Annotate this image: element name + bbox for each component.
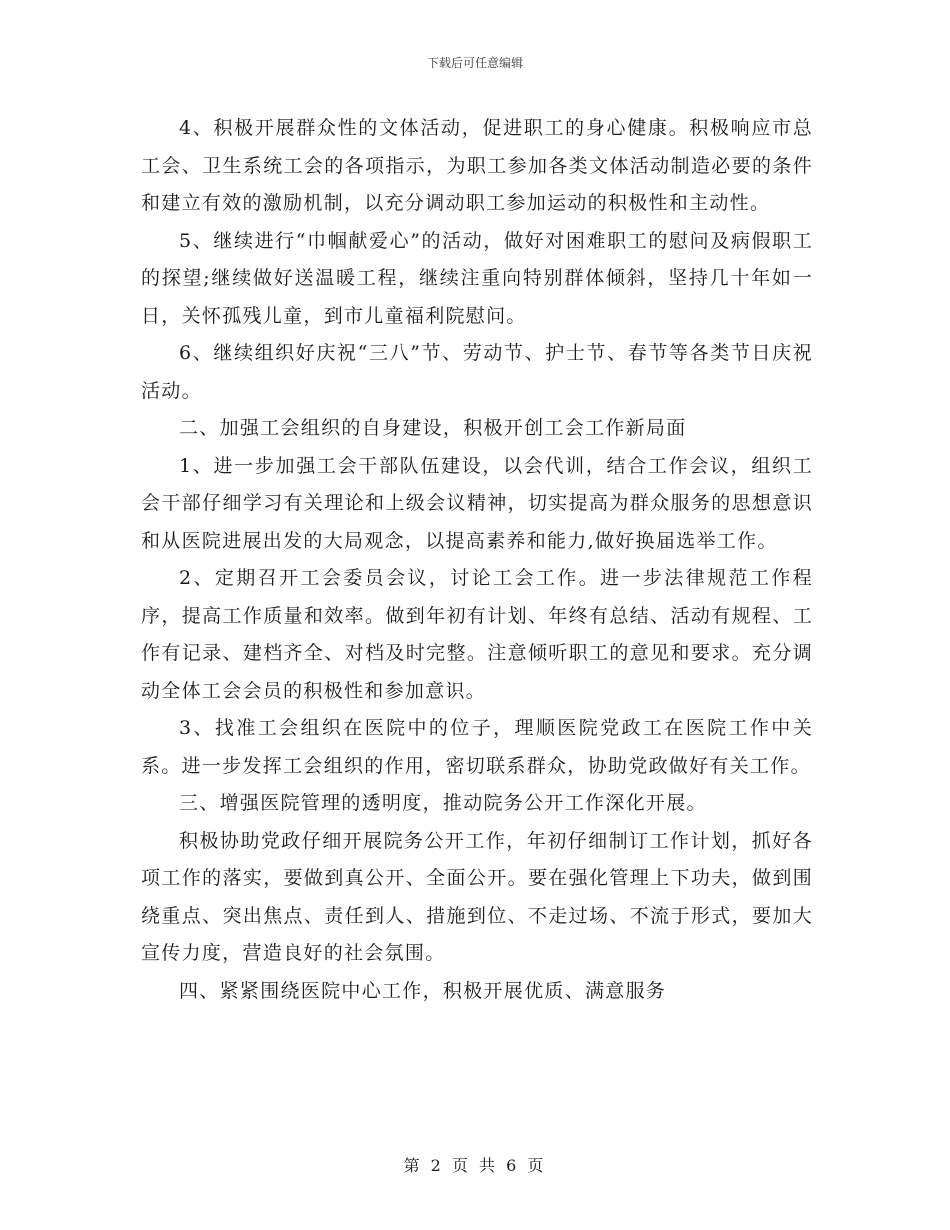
paragraph-item-5-care: 5、继续进行“巾帼献爱心”的活动，做好对困难职工的慰问及病假职工的探望;继续做好送温暖工程，继续注重向特别群体倾斜，坚持几十年如一日，关怀孤残儿童，到市儿童福利院慰问。	[141, 229, 813, 327]
page-number: 第 2 页 共 6 页	[403, 1156, 547, 1175]
section-heading-2: 二、加强工会组织的自身建设，积极开创工会工作新局面	[179, 417, 687, 439]
paragraph-item-4-culture: 4、积极开展群众性的文体活动，促进职工的身心健康。积极响应市总工会、卫生系统工会的各项指示，为职工参加各类文体活动制造必要的条件和建立有效的激励机制，以充分调动职工参加运动的积极性和主动性。	[141, 117, 813, 214]
paragraph-item-3-position: 3、找准工会组织在医院中的位子，理顺医院党政工在医院工作中关系。进一步发挥工会组织的作用，密切联系群众，协助党政做好有关工作。	[141, 717, 813, 777]
paragraph-item-6-festivals: 6、继续组织好庆祝“三八”节、劳动节、护士节、春节等各类节日庆祝活动。	[141, 342, 813, 402]
paragraph-item-2-meetings: 2、定期召开工会委员会议，讨论工会工作。进一步法律规范工作程序，提高工作质量和效率。做到年初有计划、年终有总结、活动有规程、工作有记录、建档齐全、对档及时完整。注意倾听职工的意见和要求。充分调动全体工会会员的积极性和参加意识。	[141, 567, 813, 702]
section-heading-3: 三、增强医院管理的透明度，推动院务公开工作深化开展。	[179, 792, 707, 814]
paragraph-transparency: 积极协助党政仔细开展院务公开工作，年初仔细制订工作计划，抓好各项工作的落实，要做到真公开、全面公开。要在强化管理上下功夫，做到围绕重点、突出焦点、责任到人、措施到位、不走过场、不流于形式，要加大宣传力度，营造良好的社会氛围。	[141, 829, 813, 964]
section-heading-4: 四、紧紧围绕医院中心工作，积极开展优质、满意服务	[179, 979, 667, 1002]
page-header: 下载后可任意编辑	[426, 56, 523, 70]
document-body	[141, 110, 813, 1010]
paragraph-item-1-cadre: 1、进一步加强工会干部队伍建设，以会代训，结合工作会议，组织工会干部仔细学习有关理论和上级会议精神，切实提高为群众服务的思想意识和从医院进展出发的大局观念，以提高素养和能力,做好换届选举工作。	[141, 454, 813, 552]
